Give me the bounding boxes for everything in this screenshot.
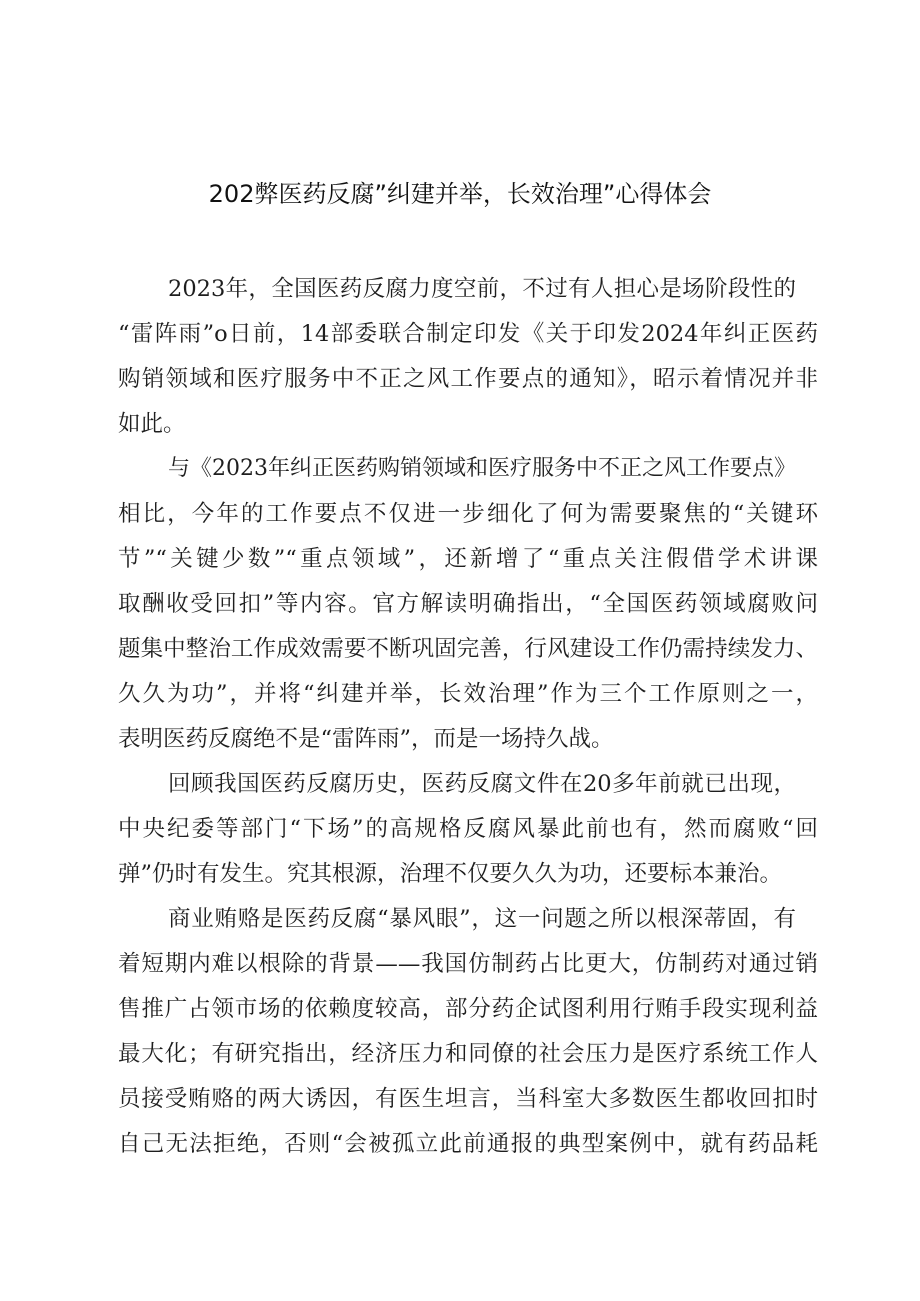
paragraph-1-line-4: 如此。: [118, 411, 186, 437]
paragraph-4-line-4: 最大化；有研究指出，经济压力和同僚的社会压力是医疗系统工作人: [118, 1041, 818, 1067]
paragraph-2-line-6: 久久为功”，并将“纠建并举，长效治理”作为三个工作原则之一，: [118, 681, 818, 707]
paragraph-4-line-6: 自己无法拒绝，否则“会被孤立此前通报的典型案例中，就有药品耗: [118, 1131, 818, 1157]
paragraph-3-line-1: 回顾我国医药反腐历史，医药反腐文件在20多年前就已出现，: [168, 771, 796, 797]
paragraph-1-line-2: “雷阵雨”o日前，14部委联合制定印发《关于印发2024年纠正医药: [118, 321, 818, 347]
paragraph-2-line-4: 取酬收受回扣”等内容。官方解读明确指出，“全国医药领域腐败问: [118, 591, 818, 617]
paragraph-4-line-1: 商业贿赂是医药反腐“暴风眼”，这一问题之所以根深蒂固，有: [168, 906, 796, 932]
paragraph-2-line-5: 题集中整治工作成效需要不断巩固完善，行风建设工作仍需持续发力、: [118, 636, 818, 662]
paragraph-2-line-1: 与《2023年纠正医药购销领域和医疗服务中不正之风工作要点》: [168, 456, 796, 481]
paragraph-4-line-5: 员接受贿赂的两大诱因，有医生坦言，当科室大多数医生都收回扣时: [118, 1086, 818, 1112]
paragraph-2-line-7: 表明医药反腐绝不是“雷阵雨”，而是一场持久战。: [118, 726, 614, 752]
paragraph-1-line-1: 2023年，全国医药反腐力度空前，不过有人担心是场阶段性的: [168, 276, 796, 302]
paragraph-2-line-2: 相比，今年的工作要点不仅进一步细化了何为需要聚焦的“关键环: [118, 501, 818, 527]
paragraph-3-line-3: 弹”仍时有发生。究其根源，治理不仅要久久为功，还要标本兼治。: [118, 861, 783, 887]
paragraph-4-line-2: 着短期内难以根除的背景——我国仿制药占比更大，仿制药对通过销: [118, 951, 818, 977]
paragraph-3-line-2: 中央纪委等部门“下场”的高规格反腐风暴此前也有，然而腐败“回: [118, 816, 818, 842]
document-title: 202弊医药反腐”纠建并举，长效治理”心得体会: [208, 180, 712, 208]
paragraph-2-line-3: 节”“关键少数”“重点领域”，还新增了“重点关注假借学术讲课: [118, 546, 818, 572]
paragraph-1-line-3: 购销领域和医疗服务中不正之风工作要点的通知》，昭示着情况并非: [118, 366, 818, 392]
paragraph-4-line-3: 售推广占领市场的依赖度较高，部分药企试图利用行贿手段实现利益: [118, 996, 818, 1022]
